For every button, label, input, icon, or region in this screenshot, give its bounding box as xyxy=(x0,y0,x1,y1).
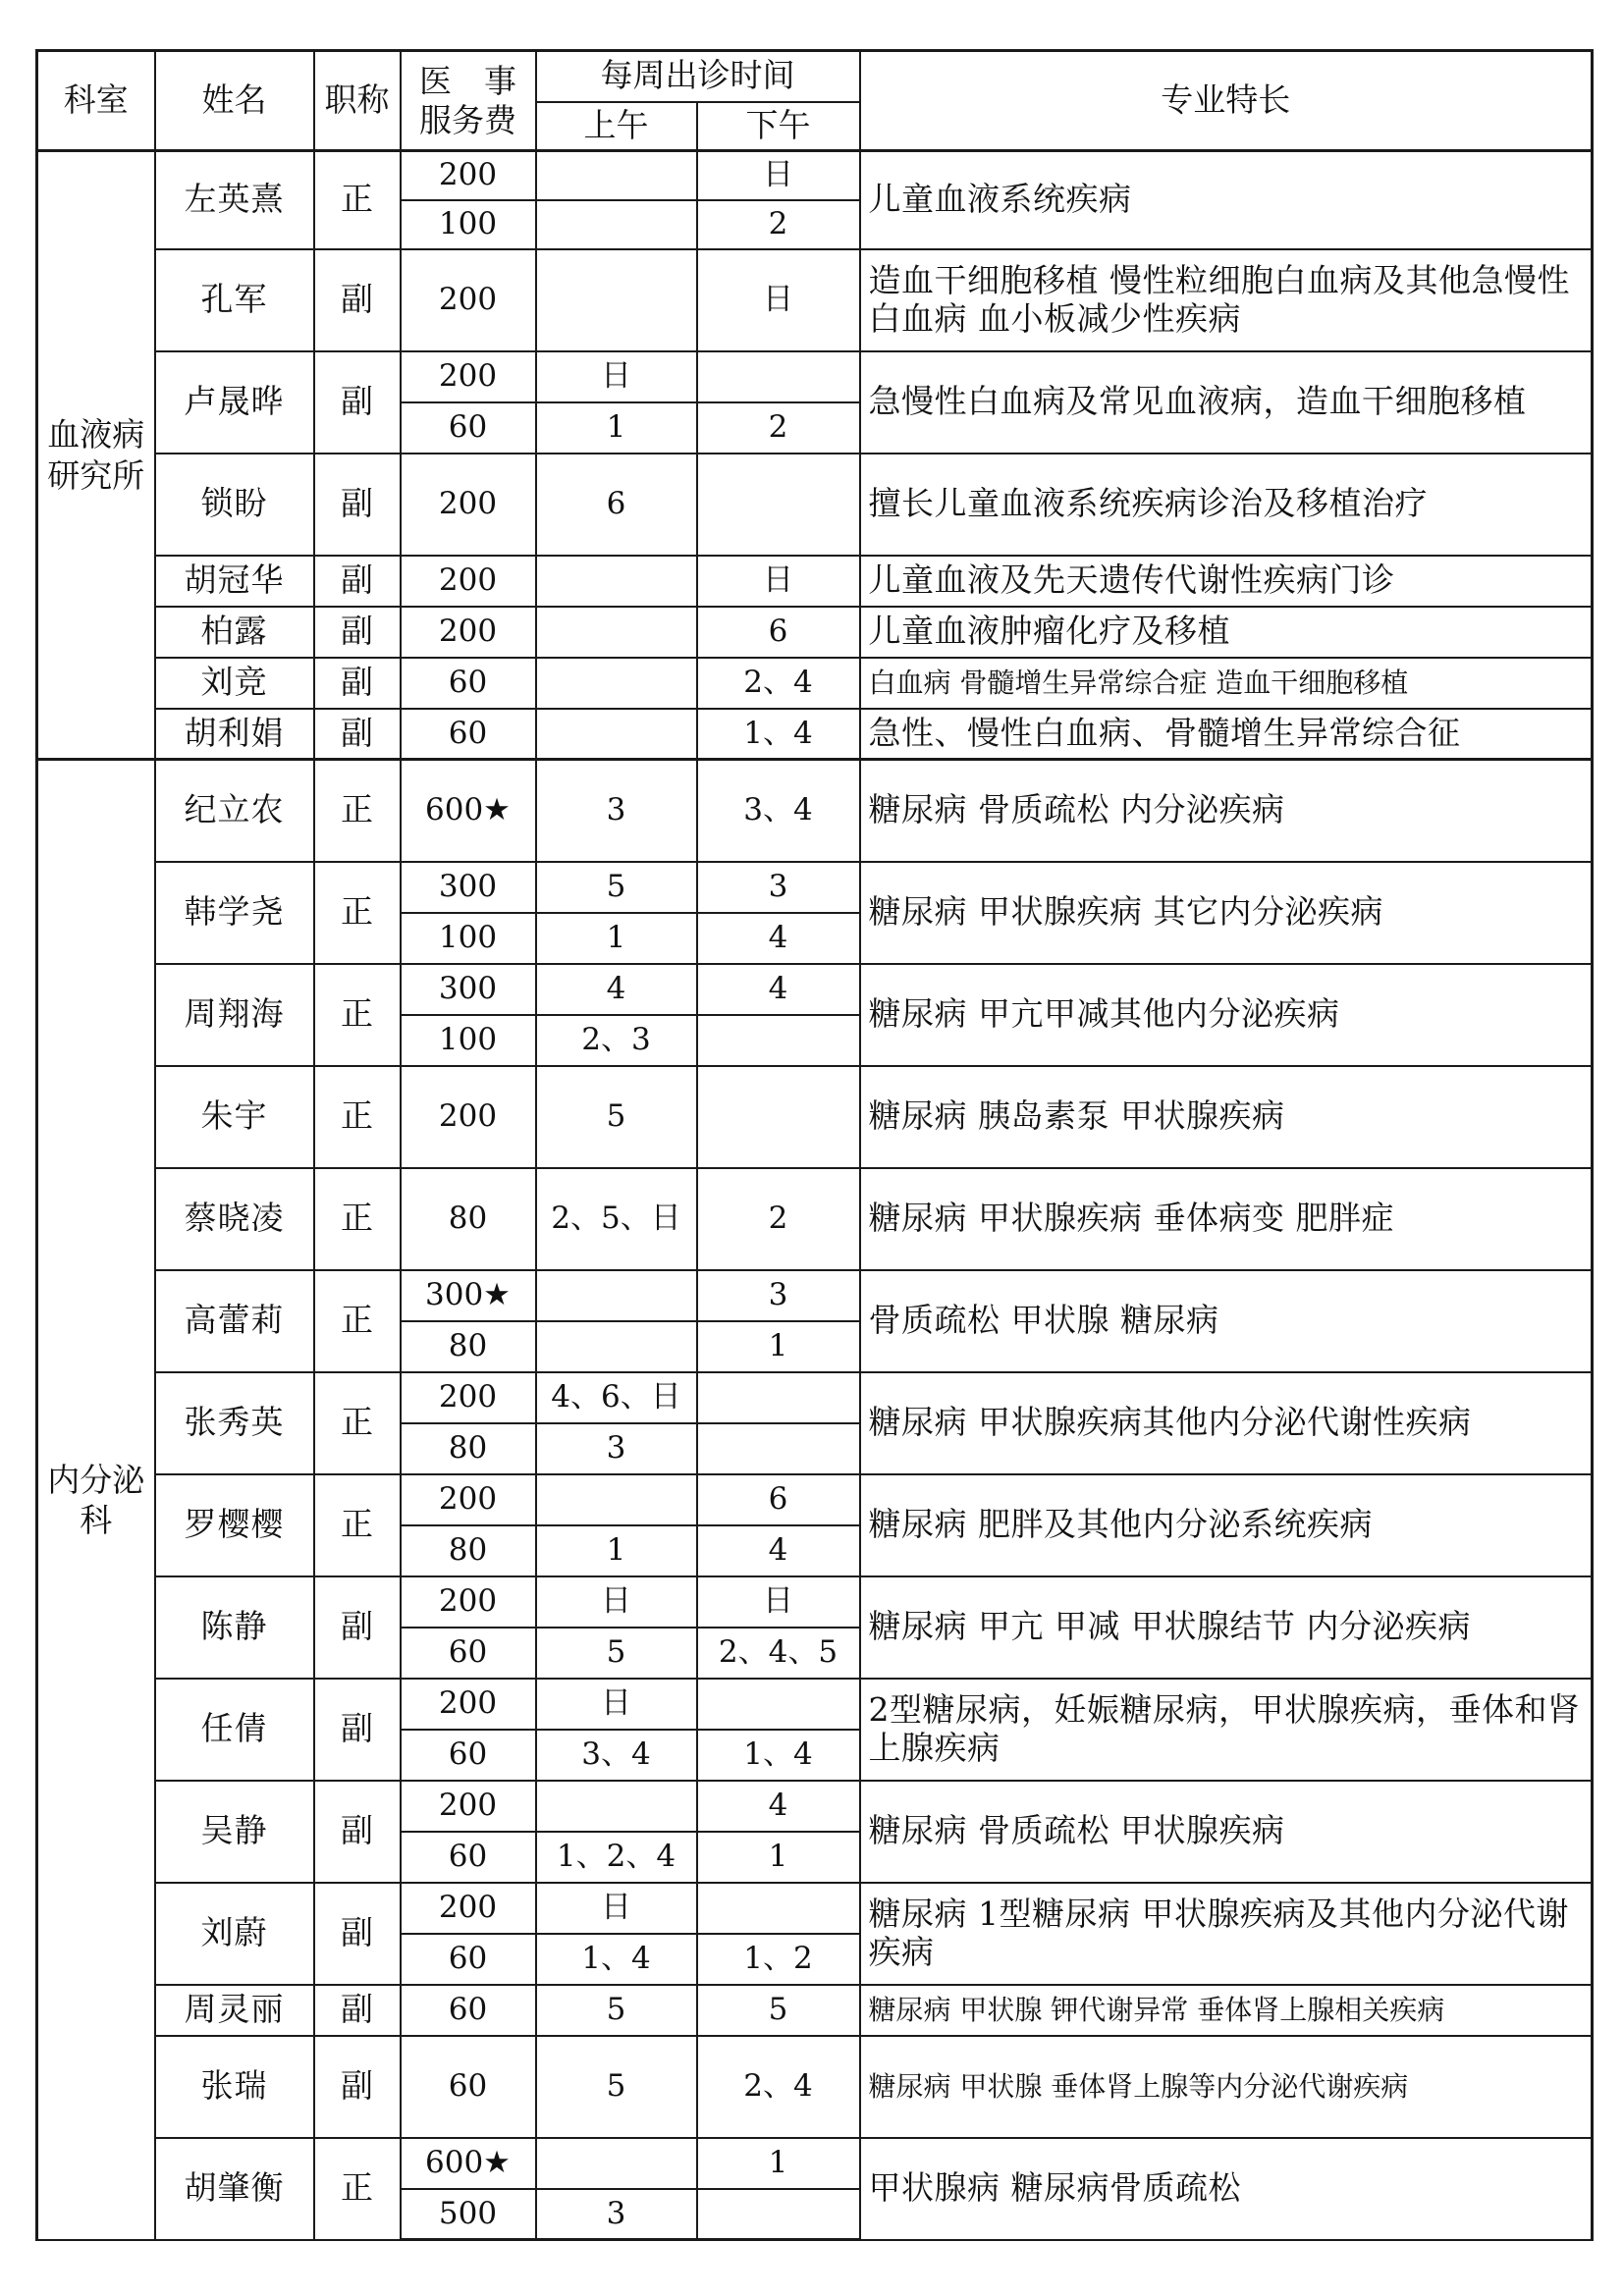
morning-schedule: 5 xyxy=(536,2036,697,2138)
doctor-title: 正 xyxy=(314,964,401,1066)
service-fee: 60 xyxy=(401,1628,536,1679)
afternoon-schedule: 日 xyxy=(697,1576,860,1628)
service-fee: 200 xyxy=(401,556,536,607)
doctor-specialty: 2型糖尿病，妊娠糖尿病，甲状腺疾病，垂体和肾上腺疾病 xyxy=(860,1679,1593,1781)
doctor-name: 柏露 xyxy=(155,607,314,658)
service-fee: 80 xyxy=(401,1525,536,1576)
doctor-name: 锁盼 xyxy=(155,454,314,556)
service-fee: 300★ xyxy=(401,1270,536,1321)
doctor-name: 卢晟晔 xyxy=(155,351,314,454)
afternoon-schedule: 4 xyxy=(697,1781,860,1832)
doctor-specialty: 造血干细胞移植 慢性粒细胞白血病及其他急慢性白血病 血小板减少性疾病 xyxy=(860,249,1593,351)
doctor-specialty: 糖尿病 骨质疏松 甲状腺疾病 xyxy=(860,1781,1593,1883)
doctor-title: 副 xyxy=(314,351,401,454)
header-department: 科室 xyxy=(37,51,155,151)
doctor-name: 周灵丽 xyxy=(155,1985,314,2036)
service-fee: 200 xyxy=(401,1679,536,1730)
header-title: 职称 xyxy=(314,51,401,151)
afternoon-schedule xyxy=(697,1679,860,1730)
doctor-title: 正 xyxy=(314,1168,401,1270)
service-fee: 300 xyxy=(401,862,536,913)
doctor-title: 副 xyxy=(314,709,401,760)
afternoon-schedule xyxy=(697,2189,860,2240)
doctor-specialty: 急慢性白血病及常见血液病，造血干细胞移植 xyxy=(860,351,1593,454)
service-fee: 200 xyxy=(401,1474,536,1525)
morning-schedule: 日 xyxy=(536,1576,697,1628)
table-row xyxy=(37,1679,1593,1730)
doctor-specialty: 骨质疏松 甲状腺 糖尿病 xyxy=(860,1270,1593,1372)
doctor-name: 胡利娟 xyxy=(155,709,314,760)
morning-schedule xyxy=(536,709,697,760)
afternoon-schedule: 1、2 xyxy=(697,1934,860,1985)
morning-schedule: 5 xyxy=(536,862,697,913)
service-fee: 60 xyxy=(401,2036,536,2138)
doctor-title: 副 xyxy=(314,1985,401,2036)
afternoon-schedule: 2 xyxy=(697,200,860,249)
doctor-title: 副 xyxy=(314,249,401,351)
header-fee-line2: 服务费 xyxy=(419,100,516,139)
doctor-title: 副 xyxy=(314,607,401,658)
morning-schedule: 1、2、4 xyxy=(536,1832,697,1883)
service-fee: 60 xyxy=(401,709,536,760)
afternoon-schedule: 4 xyxy=(697,913,860,964)
doctor-specialty: 糖尿病 甲状腺疾病 其它内分泌疾病 xyxy=(860,862,1593,964)
header-afternoon: 下午 xyxy=(697,102,860,151)
service-fee: 200 xyxy=(401,1576,536,1628)
table-row xyxy=(37,1474,1593,1525)
service-fee: 200 xyxy=(401,1883,536,1934)
afternoon-schedule xyxy=(697,1372,860,1423)
table-row xyxy=(37,709,1593,760)
doctor-specialty: 糖尿病 甲状腺疾病 垂体病变 肥胖症 xyxy=(860,1168,1593,1270)
doctor-title: 副 xyxy=(314,2036,401,2138)
doctor-title: 正 xyxy=(314,1372,401,1474)
doctor-specialty: 儿童血液系统疾病 xyxy=(860,151,1593,249)
header-name: 姓名 xyxy=(155,51,314,151)
morning-schedule xyxy=(536,1270,697,1321)
header-row-top xyxy=(37,51,1593,102)
header-fee-line1: 医 事 xyxy=(419,61,516,100)
doctor-schedule-table xyxy=(35,49,1594,2241)
header-weekly-schedule: 每周出诊时间 xyxy=(536,51,860,102)
table-row xyxy=(37,862,1593,913)
doctor-name: 蔡晓凌 xyxy=(155,1168,314,1270)
table-row xyxy=(37,351,1593,402)
header-morning: 上午 xyxy=(536,102,697,151)
afternoon-schedule xyxy=(697,1883,860,1934)
morning-schedule xyxy=(536,2138,697,2189)
doctor-name: 任倩 xyxy=(155,1679,314,1781)
doctor-title: 副 xyxy=(314,1883,401,1985)
header-service-fee xyxy=(401,51,536,151)
morning-schedule xyxy=(536,1474,697,1525)
doctor-title: 正 xyxy=(314,1474,401,1576)
table-row xyxy=(37,151,1593,200)
service-fee: 60 xyxy=(401,658,536,709)
afternoon-schedule xyxy=(697,1066,860,1168)
morning-schedule: 5 xyxy=(536,1066,697,1168)
service-fee: 60 xyxy=(401,1985,536,2036)
morning-schedule: 5 xyxy=(536,1985,697,2036)
morning-schedule: 3 xyxy=(536,1423,697,1474)
morning-schedule: 3、4 xyxy=(536,1730,697,1781)
doctor-title: 副 xyxy=(314,1576,401,1679)
service-fee: 500 xyxy=(401,2189,536,2240)
doctor-specialty: 糖尿病 甲状腺 垂体肾上腺等内分泌代谢疾病 xyxy=(860,2036,1593,2138)
morning-schedule xyxy=(536,607,697,658)
table-row xyxy=(37,1883,1593,1934)
morning-schedule: 日 xyxy=(536,1883,697,1934)
doctor-specialty: 甲状腺病 糖尿病骨质疏松 xyxy=(860,2138,1593,2240)
table-row xyxy=(37,607,1593,658)
afternoon-schedule: 3 xyxy=(697,1270,860,1321)
doctor-name: 孔军 xyxy=(155,249,314,351)
morning-schedule: 3 xyxy=(536,2189,697,2240)
morning-schedule: 1 xyxy=(536,402,697,454)
afternoon-schedule: 日 xyxy=(697,556,860,607)
service-fee: 600★ xyxy=(401,760,536,862)
afternoon-schedule: 5 xyxy=(697,1985,860,2036)
doctor-specialty: 糖尿病 甲亢甲减其他内分泌疾病 xyxy=(860,964,1593,1066)
afternoon-schedule: 3、4 xyxy=(697,760,860,862)
doctor-specialty: 擅长儿童血液系统疾病诊治及移植治疗 xyxy=(860,454,1593,556)
service-fee: 200 xyxy=(401,1781,536,1832)
morning-schedule: 1 xyxy=(536,913,697,964)
doctor-title: 副 xyxy=(314,1781,401,1883)
table-row xyxy=(37,760,1593,862)
afternoon-schedule: 3 xyxy=(697,862,860,913)
afternoon-schedule: 2、4 xyxy=(697,2036,860,2138)
table-row xyxy=(37,1576,1593,1628)
table-row xyxy=(37,2036,1593,2138)
afternoon-schedule xyxy=(697,1423,860,1474)
morning-schedule xyxy=(536,658,697,709)
service-fee: 60 xyxy=(401,1832,536,1883)
service-fee: 200 xyxy=(401,249,536,351)
table-row xyxy=(37,2138,1593,2189)
afternoon-schedule: 日 xyxy=(697,151,860,200)
doctor-name: 张瑞 xyxy=(155,2036,314,2138)
afternoon-schedule: 2、4 xyxy=(697,658,860,709)
doctor-specialty: 糖尿病 甲亢 甲减 甲状腺结节 内分泌疾病 xyxy=(860,1576,1593,1679)
doctor-name: 罗樱樱 xyxy=(155,1474,314,1576)
doctor-title: 副 xyxy=(314,1679,401,1781)
doctor-specialty: 糖尿病 骨质疏松 内分泌疾病 xyxy=(860,760,1593,862)
service-fee: 100 xyxy=(401,1015,536,1066)
doctor-title: 正 xyxy=(314,862,401,964)
morning-schedule xyxy=(536,151,697,200)
doctor-specialty: 糖尿病 胰岛素泵 甲状腺疾病 xyxy=(860,1066,1593,1168)
morning-schedule xyxy=(536,1321,697,1372)
service-fee: 60 xyxy=(401,402,536,454)
morning-schedule xyxy=(536,1781,697,1832)
morning-schedule: 1、4 xyxy=(536,1934,697,1985)
table-row xyxy=(37,1270,1593,1321)
service-fee: 200 xyxy=(401,607,536,658)
morning-schedule: 4 xyxy=(536,964,697,1015)
afternoon-schedule: 6 xyxy=(697,1474,860,1525)
table-body xyxy=(37,51,1593,2240)
doctor-specialty: 儿童血液及先天遗传代谢性疾病门诊 xyxy=(860,556,1593,607)
doctor-title: 正 xyxy=(314,2138,401,2240)
morning-schedule: 2、3 xyxy=(536,1015,697,1066)
doctor-name: 张秀英 xyxy=(155,1372,314,1474)
table-row xyxy=(37,1168,1593,1270)
service-fee: 300 xyxy=(401,964,536,1015)
doctor-name: 高蕾莉 xyxy=(155,1270,314,1372)
doctor-specialty: 儿童血液肿瘤化疗及移植 xyxy=(860,607,1593,658)
afternoon-schedule: 2 xyxy=(697,402,860,454)
table-row xyxy=(37,556,1593,607)
service-fee: 80 xyxy=(401,1321,536,1372)
morning-schedule: 5 xyxy=(536,1628,697,1679)
doctor-specialty: 急性、慢性白血病、骨髓增生异常综合征 xyxy=(860,709,1593,760)
department-cell: 内分泌科 xyxy=(37,760,155,2240)
morning-schedule: 日 xyxy=(536,1679,697,1730)
afternoon-schedule: 1、4 xyxy=(697,1730,860,1781)
doctor-name: 吴静 xyxy=(155,1781,314,1883)
doctor-name: 纪立农 xyxy=(155,760,314,862)
service-fee: 200 xyxy=(401,151,536,200)
doctor-name: 陈静 xyxy=(155,1576,314,1679)
doctor-specialty: 糖尿病 1型糖尿病 甲状腺疾病及其他内分泌代谢疾病 xyxy=(860,1883,1593,1985)
table-row xyxy=(37,658,1593,709)
afternoon-schedule xyxy=(697,1015,860,1066)
table-row xyxy=(37,454,1593,556)
afternoon-schedule: 6 xyxy=(697,607,860,658)
doctor-specialty: 糖尿病 甲状腺疾病其他内分泌代谢性疾病 xyxy=(860,1372,1593,1474)
doctor-title: 正 xyxy=(314,760,401,862)
doctor-specialty: 糖尿病 甲状腺 钾代谢异常 垂体肾上腺相关疾病 xyxy=(860,1985,1593,2036)
doctor-name: 朱宇 xyxy=(155,1066,314,1168)
afternoon-schedule: 2、4、5 xyxy=(697,1628,860,1679)
afternoon-schedule: 1 xyxy=(697,2138,860,2189)
service-fee: 200 xyxy=(401,1066,536,1168)
morning-schedule: 4、6、日 xyxy=(536,1372,697,1423)
doctor-specialty: 白血病 骨髓增生异常综合症 造血干细胞移植 xyxy=(860,658,1593,709)
service-fee: 60 xyxy=(401,1934,536,1985)
morning-schedule: 日 xyxy=(536,351,697,402)
afternoon-schedule: 1 xyxy=(697,1321,860,1372)
morning-schedule: 3 xyxy=(536,760,697,862)
doctor-title: 正 xyxy=(314,1270,401,1372)
afternoon-schedule: 1、4 xyxy=(697,709,860,760)
afternoon-schedule: 4 xyxy=(697,1525,860,1576)
table-row xyxy=(37,1985,1593,2036)
table-row xyxy=(37,1781,1593,1832)
afternoon-schedule xyxy=(697,454,860,556)
table-row xyxy=(37,964,1593,1015)
service-fee: 60 xyxy=(401,1730,536,1781)
doctor-name: 周翔海 xyxy=(155,964,314,1066)
doctor-name: 韩学尧 xyxy=(155,862,314,964)
morning-schedule xyxy=(536,200,697,249)
doctor-title: 副 xyxy=(314,556,401,607)
service-fee: 80 xyxy=(401,1423,536,1474)
table-row xyxy=(37,1372,1593,1423)
morning-schedule: 2、5、日 xyxy=(536,1168,697,1270)
table-row xyxy=(37,249,1593,351)
service-fee: 100 xyxy=(401,913,536,964)
doctor-name: 胡冠华 xyxy=(155,556,314,607)
doctor-name: 刘竞 xyxy=(155,658,314,709)
service-fee: 600★ xyxy=(401,2138,536,2189)
doctor-title: 正 xyxy=(314,1066,401,1168)
doctor-name: 左英熹 xyxy=(155,151,314,249)
morning-schedule: 6 xyxy=(536,454,697,556)
doctor-title: 副 xyxy=(314,658,401,709)
service-fee: 80 xyxy=(401,1168,536,1270)
service-fee: 200 xyxy=(401,454,536,556)
afternoon-schedule: 2 xyxy=(697,1168,860,1270)
header-specialty: 专业特长 xyxy=(860,51,1593,151)
afternoon-schedule xyxy=(697,351,860,402)
department-cell: 血液病研究所 xyxy=(37,151,155,760)
morning-schedule: 1 xyxy=(536,1525,697,1576)
service-fee: 100 xyxy=(401,200,536,249)
doctor-title: 正 xyxy=(314,151,401,249)
doctor-specialty: 糖尿病 肥胖及其他内分泌系统疾病 xyxy=(860,1474,1593,1576)
doctor-name: 刘蔚 xyxy=(155,1883,314,1985)
afternoon-schedule: 1 xyxy=(697,1832,860,1883)
morning-schedule xyxy=(536,249,697,351)
service-fee: 200 xyxy=(401,351,536,402)
table-row xyxy=(37,1066,1593,1168)
afternoon-schedule: 4 xyxy=(697,964,860,1015)
doctor-name: 胡肇衡 xyxy=(155,2138,314,2240)
morning-schedule xyxy=(536,556,697,607)
afternoon-schedule: 日 xyxy=(697,249,860,351)
service-fee: 200 xyxy=(401,1372,536,1423)
doctor-title: 副 xyxy=(314,454,401,556)
